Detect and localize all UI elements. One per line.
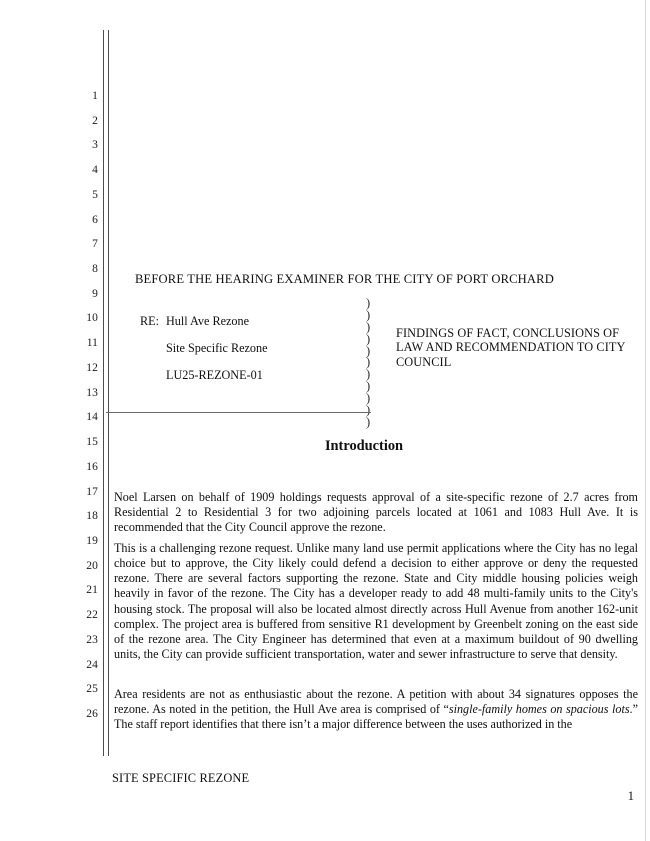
line-number: 6: [92, 213, 98, 226]
line-number: 14: [86, 411, 98, 424]
body-paragraph-1: Noel Larsen on behalf of 1909 holdings requests approval of a site-specific rezone of 2.7 acres from Residential 2 to Residential 3 for two adjoining parcels located at 1061 and 1083 Hull Ave. It is recommended that the City Council approve the rezone.: [114, 490, 638, 535]
caption-re-label: RE:: [140, 314, 159, 328]
caption-paren-glyph: ): [366, 343, 371, 358]
caption-row-matter: [140, 314, 370, 341]
caption-paren-glyph: ): [366, 367, 371, 382]
line-number: 11: [86, 337, 98, 350]
caption-left-column: [140, 314, 370, 395]
line-number: 1: [92, 90, 98, 102]
line-number: 9: [92, 287, 98, 300]
caption-right-title: FINDINGS OF FACT, CONCLUSIONS OF LAW AND RECOMMENDATION TO CITY COUNCIL: [396, 326, 626, 369]
line-number: 13: [86, 386, 98, 399]
section-heading-introduction: Introduction: [324, 438, 404, 454]
line-number: 18: [86, 510, 98, 523]
page-edge-right: [645, 0, 646, 841]
footer-page-number: 1: [627, 789, 634, 803]
caption-paren-glyph: ): [366, 331, 371, 346]
line-number: 5: [92, 188, 98, 201]
caption-paren-glyph: ): [366, 391, 371, 406]
line-number: 21: [86, 584, 98, 597]
line-number: 20: [86, 559, 98, 572]
line-number: 8: [92, 263, 98, 276]
caption-paren-glyph: ): [366, 296, 371, 310]
caption-bottom-rule: [106, 412, 371, 413]
paragraph-3-text-before-quote: Area residents are not as enthusiastic about the rezone. A petition with about 34 signatures opposes the rezone. As noted in the petition, the Hull Ave area is comprised of “: [114, 687, 638, 717]
caption-block: [114, 296, 638, 429]
caption-paren-glyph: ): [366, 307, 371, 322]
line-number: 3: [92, 139, 98, 152]
paragraph-3-text-after-quote: .” The staff report identifies that there isn’t a major difference between the uses authorized in the: [114, 702, 638, 732]
body-paragraph-3: [114, 687, 638, 732]
caption-row-case-number: [140, 368, 370, 395]
caption-paren-divider: [366, 298, 382, 429]
line-number: 15: [86, 436, 98, 449]
caption-paren-glyph: ): [366, 355, 371, 370]
line-number: 7: [92, 238, 98, 251]
caption-paren-glyph: ): [366, 403, 371, 418]
line-number: 17: [86, 485, 98, 498]
margin-vertical-rule: [103, 30, 109, 756]
footer-document-title: SITE SPECIFIC REZONE: [112, 771, 250, 785]
line-number: 26: [86, 707, 98, 720]
caption-title: BEFORE THE HEARING EXAMINER FOR THE CITY OF PORT ORCHARD: [135, 272, 554, 286]
caption-case-number: LU25-REZONE-01: [166, 368, 263, 382]
line-number: 25: [86, 683, 98, 696]
line-number: 16: [86, 460, 98, 473]
caption-paren-glyph: ): [366, 414, 371, 429]
line-number: 10: [86, 312, 98, 325]
line-number-column: [72, 84, 98, 727]
line-number: 19: [86, 534, 98, 547]
line-number: 12: [86, 361, 98, 374]
caption-matter-name: Hull Ave Rezone: [166, 314, 250, 328]
caption-paren-glyph: ): [366, 319, 371, 334]
body-paragraph-2: This is a challenging rezone request. Unlike many land use permit applications where the City has no legal choice but to approve, the City likely could defend a decision to either approve or deny the requested rezone. There are several factors supporting the rezone. State and City middle housing policies weigh heavily in favor of the rezone. The City has a developer ready to add 48 multi-family units to the City's housing stock. The proposal will also be located almost directly across Hull Avenue from another 162-unit complex. The project area is buffered from sensitive R1 development by Greenbelt zoning on the east side of the rezone area. The City Engineer has determined that even at a maximum buildout of 90 dwelling units, the City can provide sufficient transportation, water and sewer infrastructure to serve that density.: [114, 541, 638, 661]
caption-paren-glyph: ): [366, 379, 371, 394]
caption-matter-type: Site Specific Rezone: [166, 341, 268, 355]
caption-row-type: [140, 341, 370, 368]
line-number: 23: [86, 633, 98, 646]
line-number: 2: [92, 114, 98, 127]
line-number: 4: [92, 164, 98, 177]
paragraph-3-italic-quote: single-family homes on spacious lots: [448, 702, 630, 717]
line-number: 24: [86, 658, 98, 671]
line-number: 22: [86, 609, 98, 622]
